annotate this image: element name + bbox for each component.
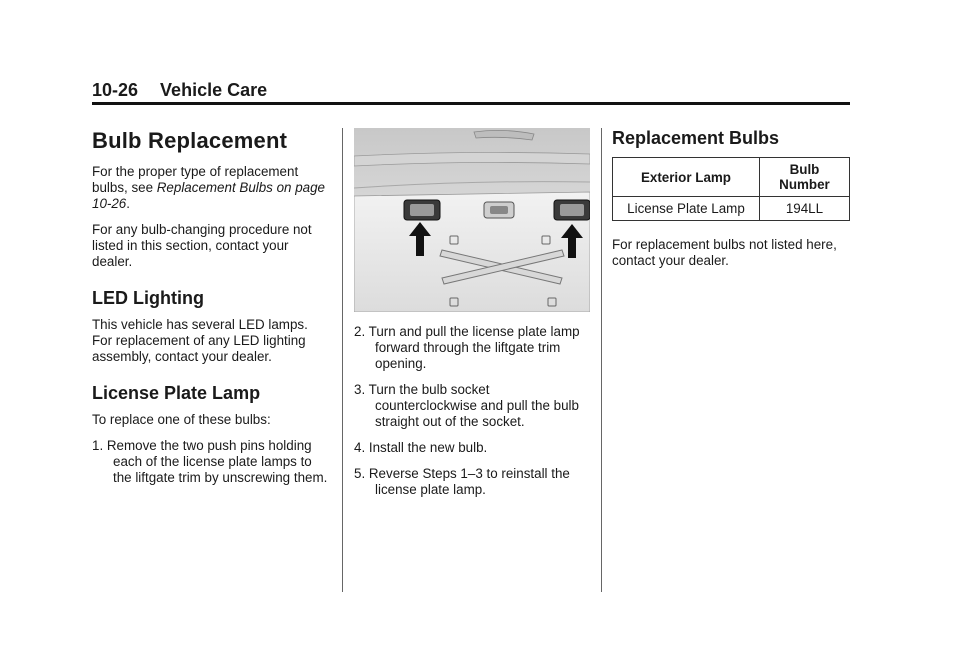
license-plate-lamp-icon	[554, 200, 590, 220]
replacement-bulbs-table	[612, 157, 850, 221]
step-1: 1. Remove the two push pins holding each of the license plate lamps to the liftgate trim by unscrewing them.	[92, 438, 328, 485]
table-header-row	[613, 158, 850, 197]
intro-paragraph: For the proper type of replacement bulbs, see Replacement Bulbs on page 10-26.	[92, 164, 326, 211]
header-rule	[92, 102, 850, 105]
lpl-intro: To replace one of these bulbs:	[92, 412, 271, 427]
dealer-paragraph: For any bulb-changing procedure not listed in this section, contact your dealer.	[92, 222, 312, 269]
page-title: Bulb Replacement	[92, 128, 288, 153]
column-left	[92, 128, 330, 496]
page-header	[92, 80, 267, 101]
step-2: 2. Turn and pull the license plate lamp forward through the liftgate trim opening.	[354, 324, 580, 371]
step-4: 4. Install the new bulb.	[354, 440, 488, 455]
liftgate-figure	[354, 128, 590, 312]
step-5: 5. Reverse Steps 1–3 to reinstall the license plate lamp.	[354, 466, 570, 497]
replacement-bulbs-heading: Replacement Bulbs	[612, 128, 780, 148]
column-divider	[601, 128, 602, 592]
replacement-note: For replacement bulbs not listed here, contact your dealer.	[612, 237, 837, 268]
license-plate-lamp-heading: License Plate Lamp	[92, 383, 261, 403]
step-3: 3. Turn the bulb socket counterclockwise and pull the bulb straight out of the socket.	[354, 382, 579, 429]
table-cell: 194LL	[759, 197, 849, 221]
page-number: 10-26	[92, 80, 139, 100]
column-middle	[354, 128, 590, 508]
cross-reference-link[interactable]: Replacement Bulbs on page 10-26	[92, 180, 326, 211]
table-cell: License Plate Lamp	[613, 197, 760, 221]
led-paragraph: This vehicle has several LED lamps. For replacement of any LED lighting assembly, contact your dealer.	[92, 317, 308, 364]
column-header-bulb-number: Bulb Number	[759, 158, 849, 197]
column-divider	[342, 128, 343, 592]
section-title: Vehicle Care	[160, 80, 268, 100]
camera-icon	[484, 202, 514, 218]
column-header-exterior-lamp: Exterior Lamp	[613, 158, 760, 197]
liftgate-illustration	[354, 128, 590, 312]
column-right	[612, 128, 850, 279]
license-plate-lamp-icon	[404, 200, 440, 220]
led-heading: LED Lighting	[92, 288, 204, 308]
table-row	[613, 197, 850, 221]
